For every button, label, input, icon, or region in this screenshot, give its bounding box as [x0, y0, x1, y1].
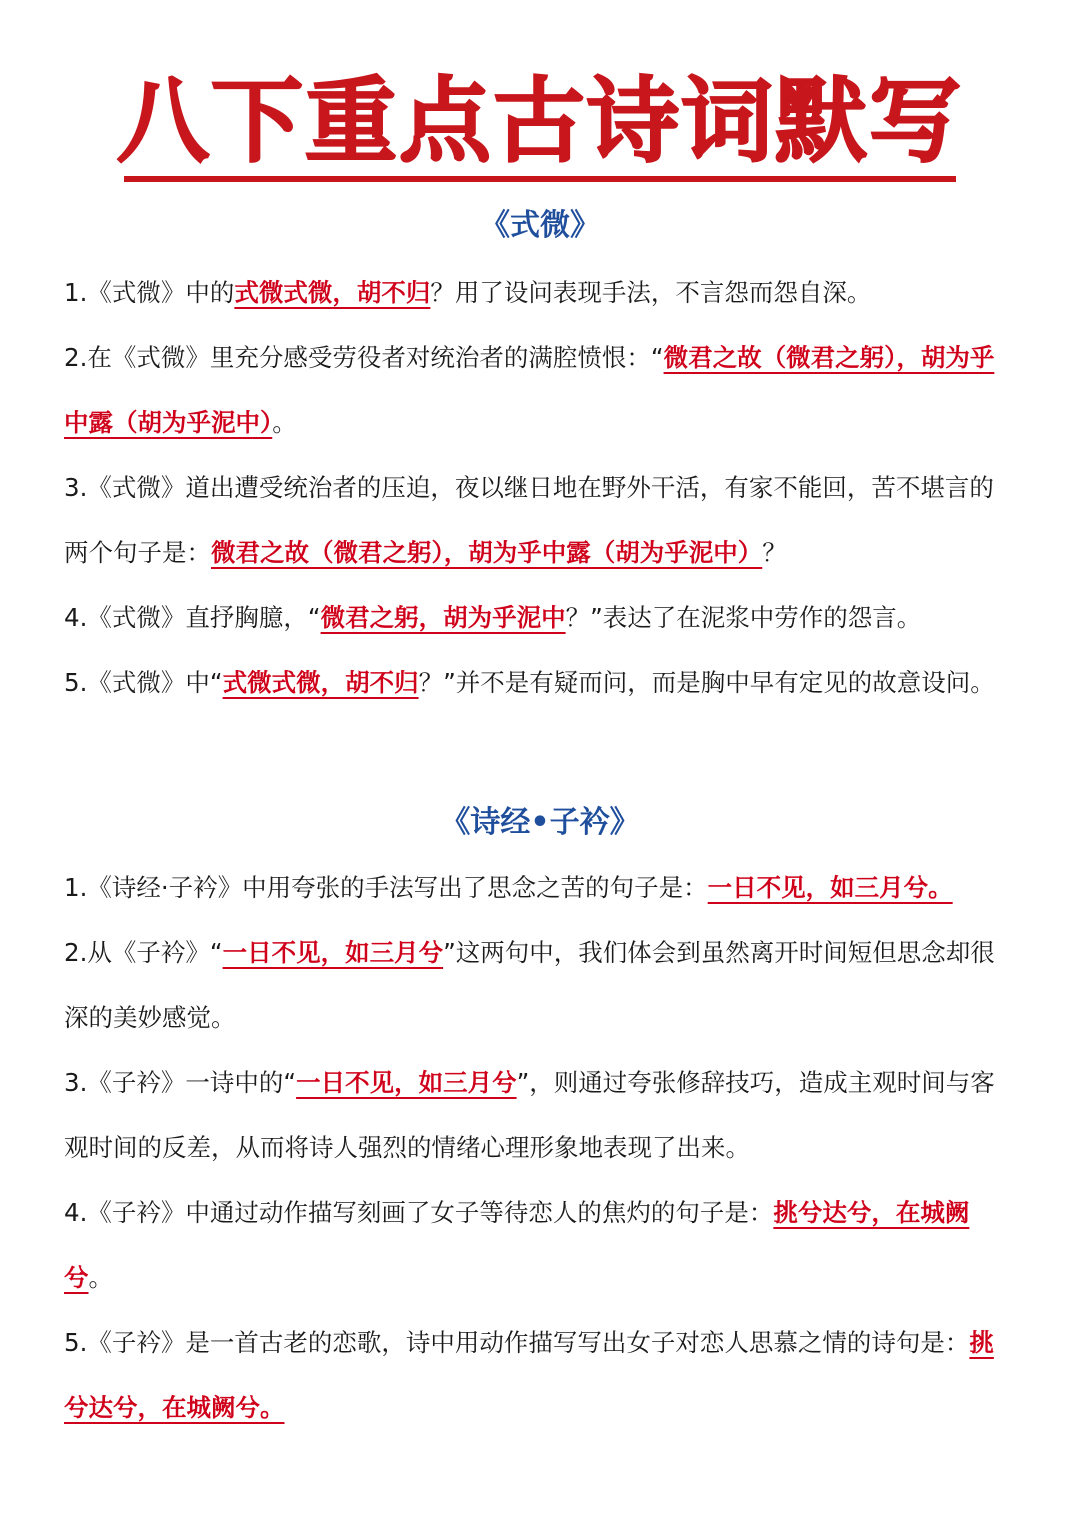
answer-text: 微君之躬，胡为乎泥中 — [320, 603, 566, 632]
question-text: 1.《式微》中的 — [64, 278, 235, 307]
question-text: 。 — [88, 1263, 113, 1292]
answer-text: 式微式微，胡不归 — [222, 668, 419, 697]
section-heading-shiwei: 《式微》 — [480, 208, 600, 243]
answer-text: 一日不见，如三月兮。 — [707, 873, 953, 902]
page-title: 八下重点古诗词默写 — [116, 68, 963, 175]
question-text: ”这两句中，我们体会到虽然离开时间短但思念却很深的美妙感觉。 — [64, 938, 995, 1032]
question-text: ？”表达了在泥浆中劳作的怨言。 — [565, 603, 922, 632]
question-item — [64, 855, 1016, 920]
answer-text: 式微式微，胡不归 — [234, 278, 431, 307]
question-text: 5.《子衿》是一首古老的恋歌，诗中用动作描写写出女子对恋人思慕之情的诗句是： — [64, 1328, 970, 1357]
question-text: 5.《式微》中“ — [64, 668, 223, 697]
question-text: ？”并不是有疑而问，而是胸中早有定见的故意设问。 — [418, 668, 995, 697]
question-text: 4.《子衿》中通过动作描写刻画了女子等待恋人的焦灼的句子是： — [64, 1198, 774, 1227]
title-underline — [124, 176, 956, 182]
answer-text: 一日不见，如三月兮 — [296, 1068, 517, 1097]
question-item — [64, 455, 1016, 585]
question-text: 2.在《式微》里充分感受劳役者对统治者的满腔愤恨：“ — [64, 343, 664, 372]
question-item — [64, 585, 1016, 650]
question-item — [64, 650, 1016, 715]
question-text: 3.《子衿》一诗中的“ — [64, 1068, 297, 1097]
question-item — [64, 260, 1016, 325]
question-text: ？用了设问表现手法，不言怨而怨自深。 — [430, 278, 872, 307]
question-item — [64, 1180, 1016, 1310]
question-text: ”，则通过夸张修辞技巧，造成主观时间与客观时间的反差，从而将诗人强烈的情绪心理形象地表现了出来。 — [64, 1068, 995, 1162]
question-text: 3.《式微》道出遭受统治者的压迫，夜以继日地在野外干活，有家不能回，苦不堪言的两个句子是： — [64, 473, 994, 567]
question-list-zijin — [64, 855, 1016, 1440]
answer-text: 挑兮达兮，在城阙兮。 — [64, 1328, 994, 1422]
question-item — [64, 325, 1016, 455]
answer-text: 微君之故（微君之躬），胡为乎中露（胡为乎泥中） — [211, 538, 763, 567]
answer-text: 微君之故（微君之躬），胡为乎中露（胡为乎泥中） — [64, 343, 995, 437]
question-list-shiwei — [64, 260, 1016, 715]
question-text: 1.《诗经·子衿》中用夸张的手法写出了思念之苦的句子是： — [64, 873, 708, 902]
answer-text: 挑兮达兮，在城阙兮 — [64, 1198, 970, 1292]
question-text: 4.《式微》直抒胸臆，“ — [64, 603, 321, 632]
question-text: ？ — [762, 538, 787, 567]
question-item — [64, 920, 1016, 1050]
question-item — [64, 1310, 1016, 1440]
answer-text: 一日不见，如三月兮 — [222, 938, 444, 967]
question-item — [64, 1050, 1016, 1180]
section-heading-zijin: 《诗经•子衿》 — [440, 805, 640, 840]
question-text: 。 — [272, 408, 297, 437]
question-text: 2.从《子衿》“ — [64, 938, 223, 967]
